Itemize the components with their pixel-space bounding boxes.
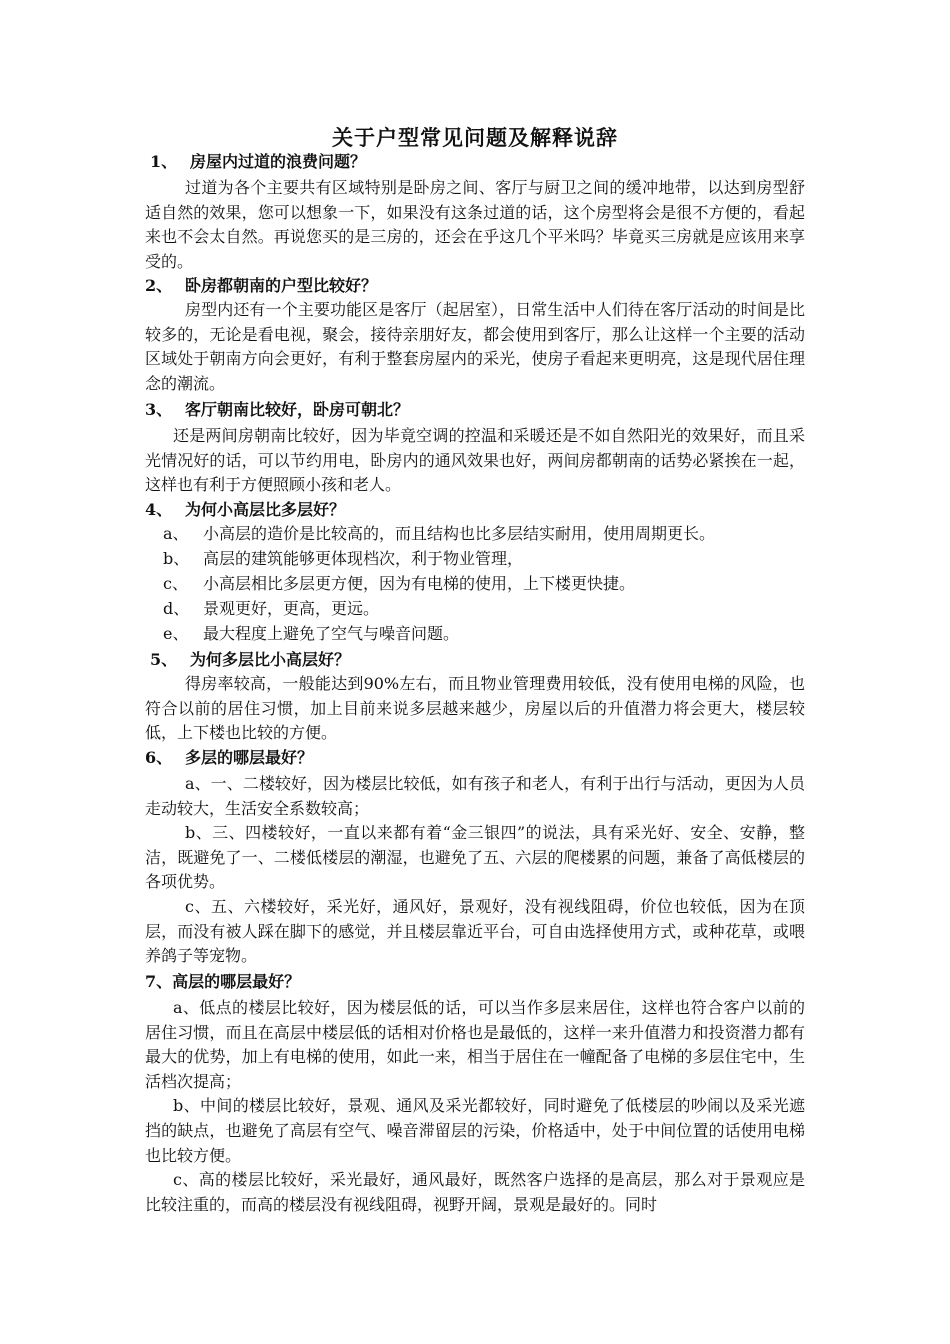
list-item-label: a、 [163,524,189,543]
section-number: 3、 [145,400,173,419]
section-heading-7 [145,970,300,994]
paragraph: b、三、四楼较好，一直以来都有着“金三银四”的说法，具有采光好、安全、安静，整洁，既避免了一、二楼低楼层的潮湿，也避免了五、六层的爬楼累的问题，兼备了高低楼层的各项优势。 [145,823,805,892]
section-title: 为何多层比小高层好？ [190,650,351,669]
section-body-2 [145,298,805,396]
section-heading-2 [145,274,377,298]
section-title: 多层的哪层最好？ [185,748,314,767]
section-title: 卧房都朝南的户型比较好？ [185,276,378,295]
section-title: 高层的哪层最好？ [172,972,301,991]
list-item [163,522,715,546]
section-body-7 [145,996,805,1217]
section-number: 4、 [145,500,173,519]
section-heading-6 [145,746,313,770]
list-item-label: e、 [163,624,189,643]
section-number: 6、 [145,748,173,767]
section-number: 5、 [150,650,178,669]
list-item-text: 景观更好，更高，更远。 [203,599,380,618]
section-title: 客厅朝南比较好，卧房可朝北？ [185,400,410,419]
section-heading-4 [145,498,345,522]
section-body-5 [145,672,805,746]
paragraph: c、五、六楼较好，采光好，通风好，景观好，没有视线阻碍，价位也较低，因为在顶层，而没有被人踩在脚下的感觉，并且楼层靠近平台，可自由选择使用方式，或种花草，或喂养鸽子等宠物。 [145,896,805,966]
paragraph: b、中间的楼层比较好，景观、通风及采光都较好，同时避免了低楼层的吵闹以及采光遮挡的缺点，也避免了高层有空气、噪音滞留层的污染，价格适中，处于中间位置的话使用电梯也比较方便。 [145,1096,805,1165]
paragraph: 房型内还有一个主要功能区是客厅（起居室），日常生活中人们待在客厅活动的时间是比较多的，无论是看电视，聚会，接待亲朋好友，都会使用到客厅，那么让这样一个主要的活动区域处于朝南方向会更好，有利于整套房屋内的采光，使房子看起来更明亮，这是现代居住理念的潮流。 [145,300,805,393]
paragraph: a、低点的楼层比较好，因为楼层低的话，可以当作多层来居住，这样也符合客户以前的居住习惯，而且在高层中楼层低的话相对价格也是最低的，这样一来升值潜力和投资潜力都有最大的优势，加上有电梯的使用，如此一来，相当于居住在一幢配备了电梯的多层住宅中，生活档次提高； [145,998,805,1091]
list-item-text: 最大程度上避免了空气与噪音问题。 [203,624,460,643]
paragraph: 还是两间房朝南比较好，因为毕竟空调的控温和采暖还是不如自然阳光的效果好，而且采光情况好的话，可以节约用电，卧房内的通风效果也好，两间房都朝南的话势必紧挨在一起，这样也有利于方便照顾小孩和老人。 [145,426,805,495]
list-item [163,622,459,646]
list-item-text: 高层的建筑能够更体现档次，利于物业管理， [203,549,524,568]
list-item-label: b、 [163,549,190,568]
list-item-label: c、 [163,574,188,593]
list-item-text: 小高层的造价是比较高的，而且结构也比多层结实耐用，使用周期更长。 [203,524,716,543]
paragraph: a、一、二楼较好，因为楼层比较低，如有孩子和老人，有利于出行与活动，更因为人员走动较大，生活安全系数较高； [145,774,805,818]
section-heading-1 [150,150,366,174]
section-number: 1、 [150,152,178,171]
list-item [163,547,523,571]
list-item-label: d、 [163,599,190,618]
section-number: 2、 [145,276,173,295]
section-title: 房屋内过道的浪费问题？ [190,152,367,171]
section-body-1 [145,176,805,274]
section-number: 7、 [145,972,173,991]
page-title: 关于户型常见问题及解释说辞 [332,125,618,150]
section-title: 为何小高层比多层好？ [185,500,346,519]
list-item [163,597,379,621]
paragraph: 得房率较高，一般能达到90%左右，而且物业管理费用较低，没有使用电梯的风险，也符合以前的居住习惯，加上目前来说多层越来越少，房屋以后的升值潜力将会更大，楼层较低，上下楼也比较的方便。 [145,674,805,743]
section-heading-5 [150,648,350,672]
section-body-6 [145,772,805,969]
section-heading-3 [145,398,409,422]
paragraph: 过道为各个主要共有区域特别是卧房之间、客厅与厨卫之间的缓冲地带，以达到房型舒适自然的效果，您可以想象一下，如果没有这条过道的话，这个房型将会是很不方便的，看起来也不会太自然。再说您买的是三房的，还会在乎这几个平米吗？毕竟买三房就是应该用来享受的。 [145,178,805,271]
list-item-text: 小高层相比多层更方便，因为有电梯的使用，上下楼更快捷。 [203,574,636,593]
list-item [163,572,635,596]
section-body-3 [145,424,805,498]
paragraph: c、高的楼层比较好，采光最好，通风最好，既然客户选择的是高层，那么对于景观应是比较注重的，而高的楼层没有视线阻碍，视野开阔，景观是最好的。同时 [145,1170,805,1214]
